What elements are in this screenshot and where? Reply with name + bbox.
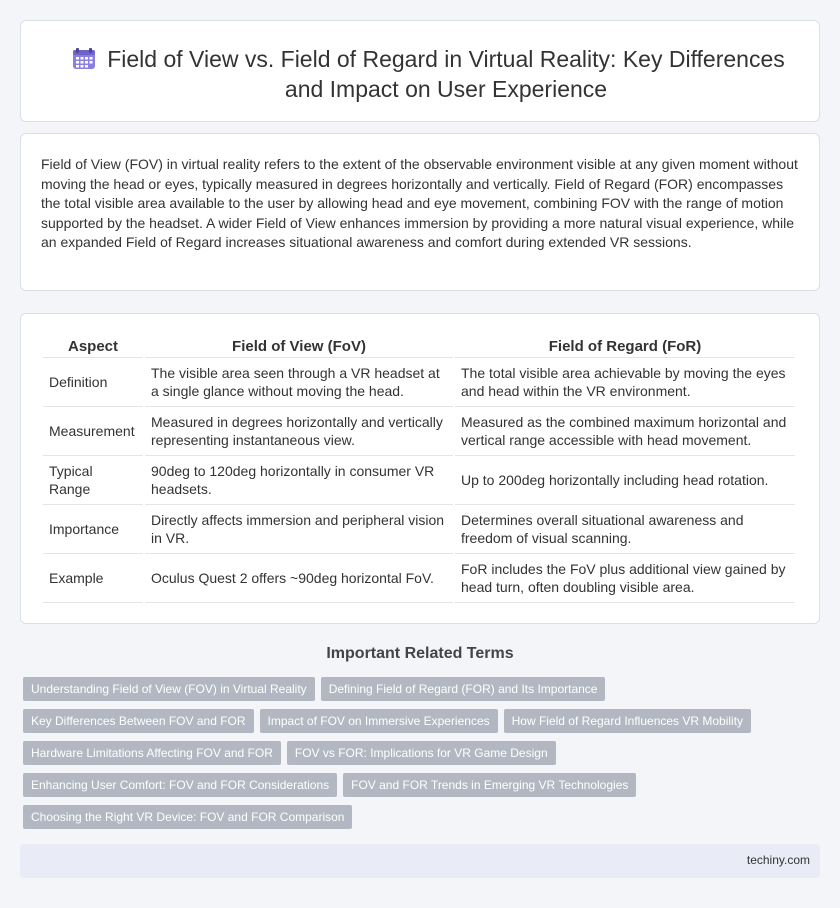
page-title: Field of View vs. Field of Regard in Virtual Reality: Key Differences and Impact on User Experience (107, 46, 785, 102)
related-terms-list (23, 677, 803, 837)
table-row (43, 456, 795, 505)
related-term-tag[interactable]: Enhancing User Comfort: FOV and FOR Considerations (23, 773, 337, 797)
footer-site-link[interactable]: techiny.com (746, 853, 810, 867)
intro-paragraph: Field of View (FOV) in virtual reality refers to the extent of the observable environment visible at any given moment without moving the head or eyes, typically measured in degrees horizontally and vertically. Field of Regard (FOR) encompasses the total visible area available to the user by allowing head and eye movement, combining FOV with the range of motion supported by the headset. A wider Field of View enhances immersion by providing a more natural visual experience, while an expanded Field of Regard increases situational awareness and comfort during extended VR sessions. (41, 156, 798, 251)
table-cell-fov: 90deg to 120deg horizontally in consumer VR headsets. (145, 456, 453, 505)
related-term-tag[interactable]: Understanding Field of View (FOV) in Virtual Reality (23, 677, 315, 701)
table-cell-aspect: Measurement (43, 407, 143, 456)
table-cell-for: Measured as the combined maximum horizontal and vertical range accessible with head movement. (455, 407, 795, 456)
column-header-fov: Field of View (FoV) (145, 335, 453, 358)
footer (20, 844, 820, 878)
table-header-row (43, 335, 795, 358)
column-header-for: Field of Regard (FoR) (455, 335, 795, 358)
tag-row (23, 741, 803, 773)
tag-row (23, 709, 803, 741)
related-term-tag[interactable]: How Field of Regard Influences VR Mobility (504, 709, 751, 733)
table-row (43, 358, 795, 407)
comparison-table-card (20, 313, 820, 624)
table-cell-fov: Directly affects immersion and peripheral vision in VR. (145, 505, 453, 554)
table-row (43, 554, 795, 603)
column-header-aspect: Aspect (43, 335, 143, 358)
related-term-tag[interactable]: Key Differences Between FOV and FOR (23, 709, 254, 733)
table-cell-for: FoR includes the FoV plus additional view gained by head turn, often doubling visible area. (455, 554, 795, 603)
header-card (20, 20, 820, 122)
table-cell-for: Determines overall situational awareness and freedom of visual scanning. (455, 505, 795, 554)
related-term-tag[interactable]: Defining Field of Regard (FOR) and Its Importance (321, 677, 606, 701)
tag-row (23, 773, 803, 805)
table-cell-aspect: Typical Range (43, 456, 143, 505)
tag-row (23, 805, 803, 837)
related-term-tag[interactable]: Choosing the Right VR Device: FOV and FOR Comparison (23, 805, 352, 829)
table-cell-fov: Measured in degrees horizontally and vertically representing instantaneous view. (145, 407, 453, 456)
related-term-tag[interactable]: FOV and FOR Trends in Emerging VR Technologies (343, 773, 636, 797)
table-cell-aspect: Definition (43, 358, 143, 407)
related-terms-title: Important Related Terms (326, 645, 514, 662)
table-cell-for: The total visible area achievable by moving the eyes and head within the VR environment. (455, 358, 795, 407)
table-cell-fov: Oculus Quest 2 offers ~90deg horizontal FoV. (145, 554, 453, 603)
related-term-tag[interactable]: FOV vs FOR: Implications for VR Game Design (287, 741, 556, 765)
table-cell-for: Up to 200deg horizontally including head rotation. (455, 456, 795, 505)
table-cell-aspect: Example (43, 554, 143, 603)
table-row (43, 407, 795, 456)
intro-card (20, 133, 820, 291)
table-cell-aspect: Importance (43, 505, 143, 554)
tag-row (23, 677, 803, 709)
related-term-tag[interactable]: Hardware Limitations Affecting FOV and FOR (23, 741, 281, 765)
related-term-tag[interactable]: Impact of FOV on Immersive Experiences (260, 709, 498, 733)
table-cell-fov: The visible area seen through a VR headset at a single glance without moving the head. (145, 358, 453, 407)
table-row (43, 505, 795, 554)
comparison-table (41, 335, 797, 603)
